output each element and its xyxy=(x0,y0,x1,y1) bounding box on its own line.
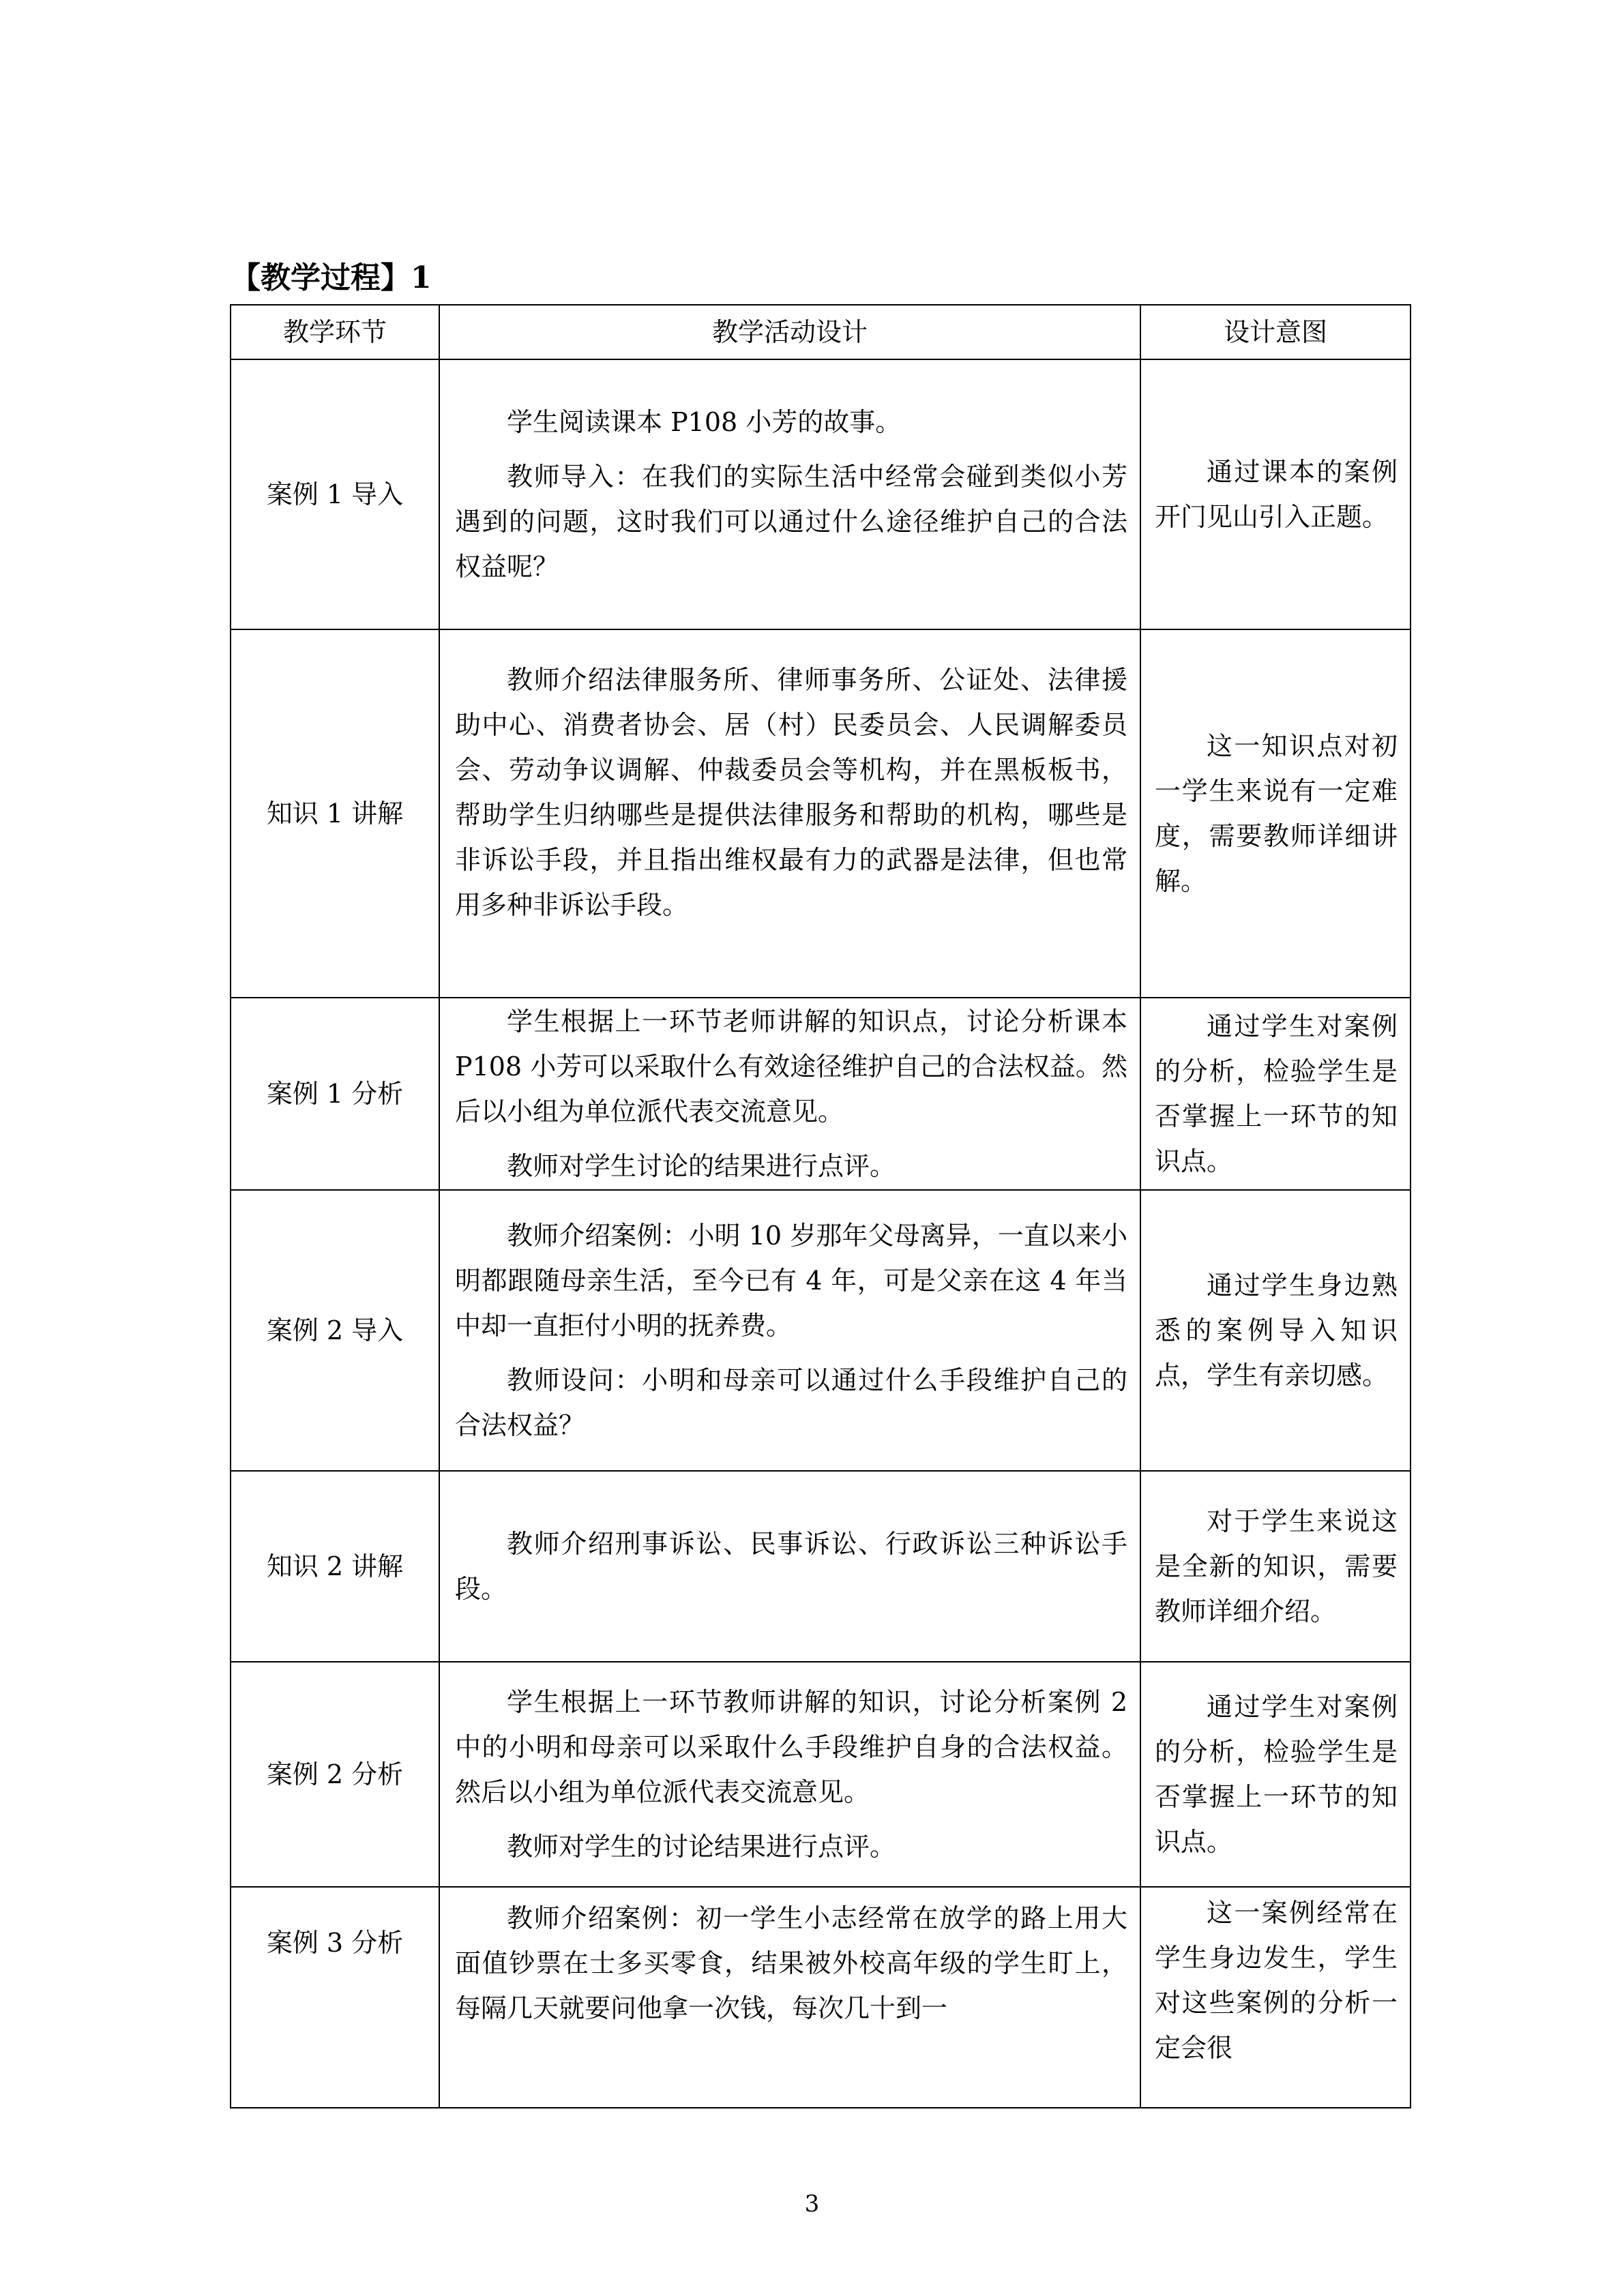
activity-cell xyxy=(439,1190,1140,1471)
activity-paragraph: 教师介绍案例：初一学生小志经常在放学的路上用大面值钞票在士多买零食，结果被外校高年级的学生盯上，每隔几天就要问他拿一次钱，每次几十到一 xyxy=(455,1903,1127,2023)
stage-cell: 案例 3 分析 xyxy=(231,1887,439,2108)
table-row xyxy=(231,629,1411,998)
table-row xyxy=(231,998,1411,1190)
intent-text: 通过学生身边熟悉的案例导入知识点，学生有亲切感。 xyxy=(1155,1270,1398,1390)
table-row xyxy=(231,1471,1411,1662)
activity-paragraph: 学生根据上一环节教师讲解的知识，讨论分析案例 2 中的小明和母亲可以采取什么手段维护自身的合法权益。然后以小组为单位派代表交流意见。 xyxy=(455,1687,1127,1807)
intent-cell xyxy=(1140,1887,1411,2108)
stage-cell: 案例 1 分析 xyxy=(231,998,439,1190)
stage-cell: 知识 1 讲解 xyxy=(231,629,439,998)
activity-paragraph: 学生阅读课本 P108 小芳的故事。 xyxy=(507,407,902,437)
activity-cell xyxy=(439,359,1140,629)
intent-cell xyxy=(1140,629,1411,998)
intent-text: 通过课本的案例开门见山引入正题。 xyxy=(1155,457,1398,532)
teaching-process-table xyxy=(230,304,1411,2108)
intent-cell xyxy=(1140,1190,1411,1471)
activity-paragraph: 教师介绍法律服务所、律师事务所、公证处、法律援助中心、消费者协会、居（村）民委员会、人民调解委员会、劳动争议调解、仲裁委员会等机构，并在黑板板书，帮助学生归纳哪些是提供法律服务和帮助的机构，哪些是非诉讼手段，并且指出维权最有力的武器是法律，但也常用多种非诉讼手段。 xyxy=(455,665,1127,920)
activity-paragraph: 教师导入：在我们的实际生活中经常会碰到类似小芳遇到的问题，这时我们可以通过什么途径维护自己的合法权益呢？ xyxy=(455,462,1127,582)
activity-paragraph: 教师对学生的讨论结果进行点评。 xyxy=(507,1832,896,1862)
activity-cell xyxy=(439,1471,1140,1662)
stage-cell: 案例 2 导入 xyxy=(231,1190,439,1471)
activity-cell xyxy=(439,629,1140,998)
intent-text: 这一案例经常在学生身边发生，学生对这些案例的分析一定会很 xyxy=(1155,1898,1398,2063)
stage-cell: 知识 2 讲解 xyxy=(231,1471,439,1662)
intent-cell xyxy=(1140,359,1411,629)
activity-paragraph: 教师介绍案例：小明 10 岁那年父母离异，一直以来小明都跟随母亲生活，至今已有 4 年，可是父亲在这 4 年当中却一直拒付小明的抚养费。 xyxy=(455,1221,1127,1341)
intent-text: 对于学生来说这是全新的知识，需要教师详细介绍。 xyxy=(1155,1506,1398,1626)
activity-paragraph: 教师设问：小明和母亲可以通过什么手段维护自己的合法权益？ xyxy=(455,1365,1127,1440)
intent-text: 这一知识点对初一学生来说有一定难度，需要教师详细讲解。 xyxy=(1155,731,1398,896)
intent-text: 通过学生对案例的分析，检验学生是否掌握上一环节的知识点。 xyxy=(1155,1692,1398,1857)
activity-paragraph: 学生根据上一环节老师讲解的知识点，讨论分析课本 P108 小芳可以采取什么有效途径维护自己的合法权益。然后以小组为单位派代表交流意见。 xyxy=(455,1007,1127,1127)
stage-cell: 案例 2 分析 xyxy=(231,1662,439,1887)
table-row xyxy=(231,1887,1411,2108)
page-number: 3 xyxy=(804,2190,820,2218)
activity-cell xyxy=(439,1887,1140,2108)
intent-cell xyxy=(1140,1662,1411,1887)
intent-cell xyxy=(1140,1471,1411,1662)
activity-paragraph: 教师介绍刑事诉讼、民事诉讼、行政诉讼三种诉讼手段。 xyxy=(455,1529,1127,1604)
stage-cell: 案例 1 导入 xyxy=(231,359,439,629)
table-row xyxy=(231,359,1411,629)
header-intent: 设计意图 xyxy=(1140,305,1411,359)
header-activity: 教学活动设计 xyxy=(439,305,1140,359)
table-row xyxy=(231,1190,1411,1471)
section-title: 【教学过程】1 xyxy=(231,260,432,295)
table-row xyxy=(231,1662,1411,1887)
table-header-row xyxy=(231,305,1411,359)
activity-cell xyxy=(439,1662,1140,1887)
header-stage: 教学环节 xyxy=(231,305,439,359)
intent-text: 通过学生对案例的分析，检验学生是否掌握上一环节的知识点。 xyxy=(1155,1011,1398,1176)
activity-cell xyxy=(439,998,1140,1190)
intent-cell xyxy=(1140,998,1411,1190)
activity-paragraph: 教师对学生讨论的结果进行点评。 xyxy=(507,1151,896,1181)
